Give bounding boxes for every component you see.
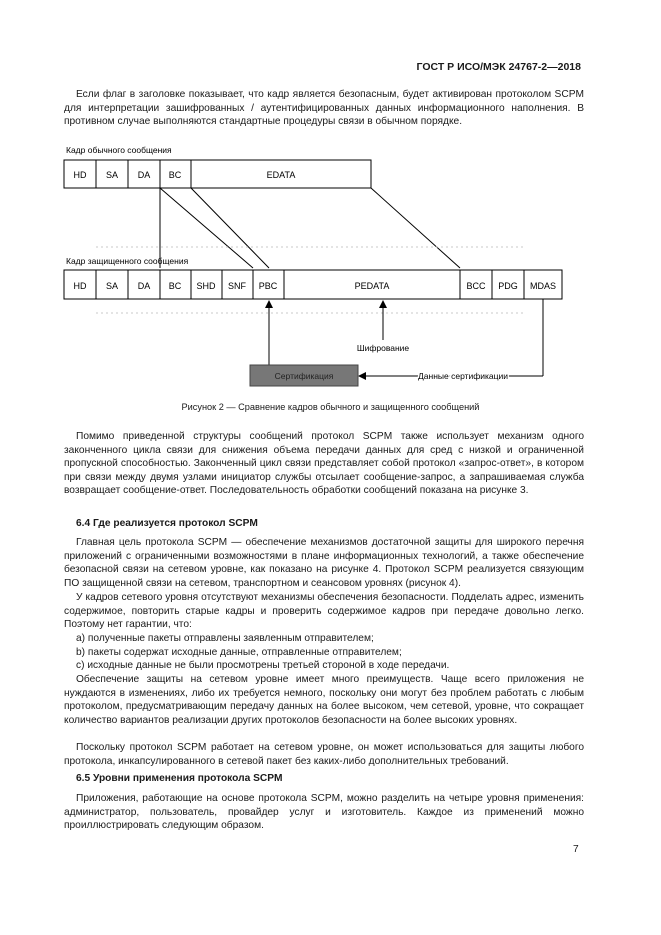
certification-data-label: Данные сертификации bbox=[418, 371, 508, 381]
list-item-b: b) пакеты содержат исходные данные, отправленные отправителем; bbox=[76, 647, 402, 658]
secure-field-snf: SNF bbox=[228, 281, 246, 291]
section-6-4-paragraph-4: Поскольку протокол SCPM работает на сетевом уровне, он может использоваться для защиты любого протокола, инкапсулированного в сетевой пакет без каких-либо дополнительных требований. bbox=[64, 742, 584, 767]
normal-field-sa: SA bbox=[105, 170, 119, 180]
normal-field-da: DA bbox=[137, 170, 151, 180]
secure-frame bbox=[64, 270, 562, 299]
mapping-lines bbox=[160, 188, 460, 268]
secure-field-pedata: PEDATA bbox=[354, 281, 390, 291]
section-6-4-heading: 6.4 Где реализуется протокол SCPM bbox=[76, 518, 258, 529]
certification-box-label: Сертификация bbox=[274, 371, 334, 381]
document-header: ГОСТ Р ИСО/МЭК 24767-2—2018 bbox=[416, 61, 581, 73]
list-item-a: а) полученные пакеты отправлены заявленным отправителем; bbox=[76, 633, 374, 644]
section-6-4-paragraph-2: У кадров сетевого уровня отсутствуют механизмы обеспечения безопасности. Подделать адрес, изменить содержимое, повторить старые кадры и проверить содержимое кадров при передаче довольно легко. Поэтому нет гарантии, что: bbox=[64, 592, 584, 631]
secure-frame-label: Кадр защищенного сообщения bbox=[66, 256, 189, 266]
normal-field-hd: HD bbox=[73, 170, 87, 180]
figure-caption: Рисунок 2 — Сравнение кадров обычного и защищенного сообщений bbox=[181, 402, 480, 412]
secure-field-sa: SA bbox=[105, 281, 119, 291]
secure-field-pbc: PBC bbox=[258, 281, 278, 291]
secure-field-bc: BC bbox=[168, 281, 182, 291]
section-6-5-paragraph-1: Приложения, работающие на основе протокола SCPM, можно разделить на четыре уровня применения: администратор, пользователь, провайдер услуг и изготовитель. Каждое из применений можно проиллюстрировать следующим образом. bbox=[64, 793, 584, 832]
secure-field-pdg: PDG bbox=[498, 281, 518, 291]
section-6-5-heading: 6.5 Уровни применения протокола SCPM bbox=[76, 773, 283, 784]
encryption-arrow bbox=[357, 300, 410, 353]
page-number: 7 bbox=[573, 844, 579, 855]
normal-field-bc: BC bbox=[168, 170, 182, 180]
secure-field-mdas: MDAS bbox=[529, 281, 557, 291]
frame-comparison-figure bbox=[0, 138, 661, 418]
normal-frame-label: Кадр обычного сообщения bbox=[66, 145, 172, 155]
list-item-c: с) исходные данные не были просмотрены третьей стороной в ходе передачи. bbox=[76, 660, 450, 671]
intro-paragraph: Если флаг в заголовке показывает, что кадр является безопасным, будет активирован протоколом SCPM для интерпретации зашифрованных / аутентифицированных данных информационного наполнения. В противном случае выполняются стандартные процедуры связи в обычном порядке. bbox=[64, 89, 584, 128]
secure-field-da: DA bbox=[137, 281, 151, 291]
section-6-4-paragraph-3: Обеспечение защиты на сетевом уровне имеет много преимуществ. Чаще всего приложения не нуждаются в изменениях, либо их требуется немного, поскольку они могут без проблем работать с любым протоколом, предусматривающим передачу данных на более высоком, чем сетевой, уровне, что сокращает количество вариантов реализации других протоколов безопасности на более высоких уровнях. bbox=[64, 674, 584, 726]
paragraph-after-figure: Помимо приведенной структуры сообщений протокол SCPM также использует механизм одного законченного цикла связи для снижения объема передачи данных для сред с низкой и ограниченной пропускной способностью. Законченный цикл связи представляет собой протокол «запрос-ответ», в котором при связи между двумя узлами инициатор службы отсылает сообщение-запрос, а запрашиваемая служба возвращает сообщение-ответ. Последовательность обработки сообщений показана на рисунке 3. bbox=[64, 431, 584, 497]
normal-field-edata: EDATA bbox=[266, 170, 296, 180]
secure-field-bcc: BCC bbox=[466, 281, 486, 291]
section-6-4-paragraph-1: Главная цель протокола SCPM — обеспечение механизмов достаточной защиты для широкого перечня приложений с ограниченными возможностями в плане информационных технологий, а также обеспечение безопасной связи на сетевом уровне, как показано на рисунке 4. Протокол SCPM реализуется связующим ПО защищенной связи на сетевом, транспортном и сеансовом уровнях (рисунок 4). bbox=[64, 537, 584, 589]
secure-field-hd: HD bbox=[73, 281, 87, 291]
encryption-label: Шифрование bbox=[356, 343, 410, 353]
normal-frame bbox=[64, 160, 371, 188]
secure-field-shd: SHD bbox=[196, 281, 216, 291]
